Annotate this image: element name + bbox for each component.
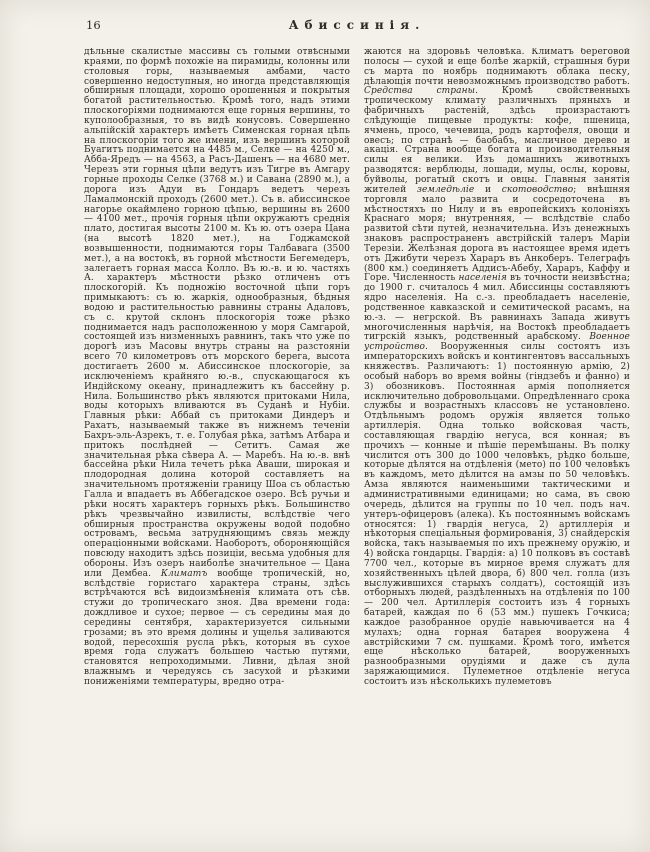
page-content bbox=[84, 18, 630, 838]
running-head bbox=[84, 18, 630, 40]
page-title: Абиссинія. bbox=[288, 18, 426, 32]
page-number: 16 bbox=[86, 18, 101, 32]
right-column: жаются на здоровьѣ человѣка. Климатъ береговой полосы — сухой и еще болѣе жаркій, страшныя бури съ марта по ноябрь поднимаютъ облака песку, дѣлающія почти невозможнымъ производство работъ. Средства страны. Кромѣ свойственныхъ тропическому климату различныхъ пряныхъ и фабричныхъ растеній, здѣсь произрастаютъ слѣдующіе пищевые продукты: кофе, пшеница, ячмень, просо, чечевица, родъ картофеля, овощи и овесъ; по странѣ — баобабъ, масличное дерево и акація. Страна вообще богата и производительныя силы ея велики. Изъ домашнихъ животныхъ разводятся: верблюды, лошади, мулы, ослы, коровы, буйволы, рогатый скотъ и овцы. Главныя занятія жителей земледѣліе и скотоводство; внѣшняя торговля мало развита и сосредоточена въ мѣстностяхъ по Нилу и въ европейскихъ колоніяхъ Краснаго моря; внутренняя, — вслѣдствіе слабо развитой сѣти путей, незначительна. Изъ денежныхъ знаковъ распространенъ австрійскій талеръ Маріи Терезіи. Желѣзная дорога въ настоящее время идетъ отъ Джибути черезъ Хараръ въ Анкоберъ. Телеграфъ (800 км.) соединяетъ Аддисъ-Абебу, Хараръ, Каффу и Горе. Численность населенія въ точности неизвѣстна; до 1900 г. считалось 4 мил. Абиссинцы составляютъ ядро населенія. На с.-з. преобладаетъ населеніе, родственное кавказской и семитической расамъ, на ю.-з. — негрской. Въ равнинахъ Запада живутъ многочисленныя нарѣчія, на Востокѣ преобладаетъ тигрскій языкъ, родственный арабскому. Военное устройство. Вооруженныя силы состоятъ изъ императорскихъ войскъ и контингентовъ вассальныхъ княжествъ. Различаютъ: 1) постоянную армію, 2) особый наборъ во время войны (гіндзебъ и фанно) и 3) обозниковъ. Постоянная армія пополняется исключительно добровольцами. Опредѣленнаго срока службы и возрастныхъ классовъ не установлено. Отдѣльнымъ родомъ оружія является только артиллерія. Одна только войсковая часть, составляющая гвардію негуса, вся конная; въ прочихъ — конные и пѣшіе перемѣшаны. Въ полку числится отъ 300 до 1000 человѣкъ, рѣдко больше, которые дѣлятся на отдѣленія (мето) по 100 человѣкъ въ каждомъ, мето дѣлится на амзы по 50 человѣкъ. Амза являются наименьшими тактическими и административными единицами; но сама, въ свою очередь, дѣлится на группы по 10 чел. подъ нач. унтеръ-офицеровъ (алека). Къ постояннымъ войскамъ относятся: 1) гвардія негуса, 2) артиллерія и нѣкоторыя спеціальныя формированія, 3) снайдерскія войска, такъ называемыя по ихъ прежнему оружію, и 4) войска гондарцы. Гвардія: а) 10 полковъ въ составѣ 7700 чел., которые въ мирное время служатъ для хозяйственныхъ цѣлей двора, б) 800 чел. голла (изъ выслужившихся старыхъ солдатъ), состоящій изъ отборныхъ людей, раздѣленныхъ на отдѣленія по 100 — 200 чел. Артиллерія состоитъ изъ 4 горныхъ батарей, каждая по 6 (53 мм.) пушекъ Гочкиса; каждое разобранное орудіе навьючивается на 4 мулахъ; одна горная батарея вооружена 4 австрійскими 7 см. пушками. Кромѣ того, имѣется еще нѣсколько батарей, вооруженныхъ разнообразными орудіями и даже съ дула заряжающимися. Пулеметное отдѣленіе негуса состоитъ изъ нѣсколькихъ пулеметовъ bbox=[364, 48, 630, 687]
left-column: дѣльные скалистые массивы съ голыми отвѣсными краями, по формѣ похожіе на пирамиды, колонны или столовыя горы, называемыя амбами, часто совершенно недоступныя, но иногда представляющія обширныя площади, хорошо орошенныя и покрытыя богатой растительностью. Кромѣ того, надъ этими плоскогоріями поднимаются еще горныя вершины, то куполообразныя, то въ видѣ конусовъ. Совершенно альпійскій характеръ имѣетъ Сименская горная цѣпь на плоскогоріи того же имени, изъ вершинъ которой Буагитъ поднимается на 4485 м., Селке — на 4250 м., Абба-Яредъ — на 4563, а Расъ-Дашенъ — на 4680 мет. Черезъ эти горныя цѣпи ведутъ изъ Тигре въ Амгару горные проходы Селке (3768 м.) и Савана (2890 м.), а дорога изъ Адуи въ Гондаръ ведетъ черезъ Ламалмонскій проходъ (2600 мет.). Съ в. абиссинское нагорье окаймлено горною цѣпью, вершины въ 2600 — 4100 мет., прочія горныя цѣпи окружаютъ среднія плато, достигая высоты 2100 м. Къ ю. отъ озера Цана (на высотѣ 1820 мет.), на Годжамской возвышенности, поднимаются горы Талбавага (3500 мет.), а на востокѣ, въ горной мѣстности Бегемедеръ, залегаетъ горная масса Колло. Въ ю.-в. и ю. частяхъ А. характеръ мѣстности рѣзко отличенъ отъ плоскогорій. Къ подножію восточной цѣпи горъ примыкаютъ: съ ю. жаркія, однообразныя, бѣдныя водою и растительностью равнины страны Адаловъ, съ с. крутой склонъ плоскогорія тоже рѣзко поднимается надъ расположенною у моря Самгарой, состоящей изъ низменныхъ равнинъ, такъ что уже по дорогѣ изъ Масовы внутрь страны на разстояніи всего 70 километровъ отъ морского берега, высота достигаетъ 2600 м. Абиссинское плоскогоріе, за исключеніемъ крайняго ю.-в., спускающагося къ Индійскому океану, принадлежитъ къ бассейну р. Нила. Большинство рѣкъ являются притоками Нила, воды которыхъ вливаются въ Суданѣ и Нубіи. Главныя рѣки: Аббай съ притоками Диндеръ и Рахатъ, называемый также въ нижнемъ теченіи Бахръ-эль-Азрекъ, т. е. Голубая рѣка, затѣмъ Атбара и притокъ послѣдней — Сетитъ. Самая же значительная рѣка сѣвера А. — Маребъ. На ю.-в. внѣ бассейна рѣки Нила течетъ рѣка Аваши, широкая и плодородная долина которой составляетъ на значительномъ протяженіи границу Шоа съ областью Галла и впадаетъ въ Аббегадское озеро. Всѣ ручьи и рѣки носятъ характеръ горныхъ рѣкъ. Большинство рѣкъ чрезвычайно извилисты, вслѣдствіе чего обширныя пространства окружены водой подобно островамъ, весьма затрудняющимъ связь между операціонными войсками. Наоборотъ, обороняющійся повсюду находитъ здѣсь позиціи, весьма удобныя для обороны. Изъ озеръ наиболѣе значительное — Цана или Дембеа. Климатъ вообще тропическій, но, вслѣдствіе гористаго характера страны, здѣсь встрѣчаются всѣ видоизмѣненія климата отъ сѣв. стужи до тропическаго зноя. Два времени года: дождливое и сухое; первое — съ середины мая до середины сентября, характеризуется сильными грозами; въ это время долины и ущелья заливаются водой, пересохшія русла рѣкъ, которыя въ сухое время года служатъ большею частью путями, становятся непроходимыми. Ливни, дѣлая зной влажнымъ и чередуясь съ засухой и рѣзкими пониженіями температуры, вредно отра- bbox=[84, 48, 350, 687]
text-columns bbox=[84, 48, 630, 840]
